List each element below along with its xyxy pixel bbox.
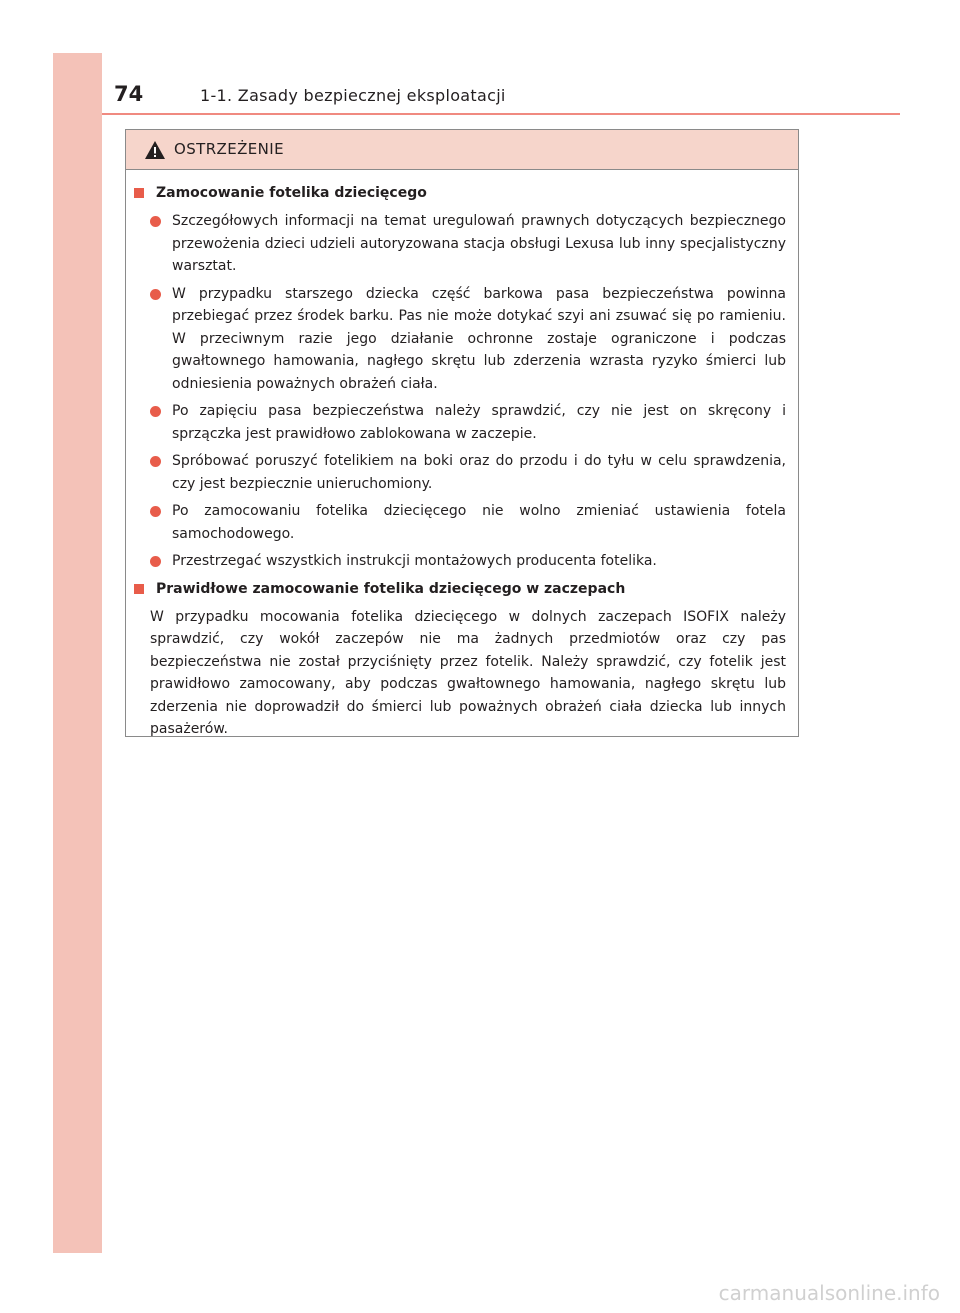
circle-bullet-icon <box>150 456 161 467</box>
page-number: 74 <box>114 82 144 106</box>
list-item-text: Przestrzegać wszystkich instrukcji montażowych producenta fotelika. <box>172 553 657 569</box>
list-item-text: Szczegółowych informacji na temat uregulowań prawnych dotyczących bezpiecznego przewożenia dzieci udzieli autoryzowana stacja obsługi Lexusa lub inny specjalistyczny warsztat. <box>172 213 786 274</box>
list-item <box>134 210 786 278</box>
circle-bullet-icon <box>150 556 161 567</box>
warning-content <box>134 182 786 741</box>
circle-bullet-icon <box>150 216 161 227</box>
subheading-text: Zamocowanie fotelika dziecięcego <box>156 185 427 201</box>
circle-bullet-icon <box>150 506 161 517</box>
circle-bullet-icon <box>150 406 161 417</box>
page-header <box>110 82 900 112</box>
warning-header <box>126 130 798 170</box>
list-item-text: Spróbować poruszyć fotelikiem na boki oraz do przodu i do tyłu w celu sprawdzenia, czy jest bezpiecznie unieruchomiony. <box>172 453 786 492</box>
section-title: 1-1. Zasady bezpiecznej eksploatacji <box>200 86 506 105</box>
circle-bullet-icon <box>150 289 161 300</box>
list-item <box>134 500 786 545</box>
warning-box <box>125 129 799 737</box>
list-item <box>134 450 786 495</box>
warning-triangle-icon <box>144 140 166 160</box>
square-bullet-icon <box>134 584 144 594</box>
list-item <box>134 400 786 445</box>
watermark: carmanualsonline.info <box>718 1281 940 1305</box>
warning-title: OSTRZEŻENIE <box>174 140 284 158</box>
subheading-child-seat <box>134 182 786 204</box>
subheading-text: Prawidłowe zamocowanie fotelika dziecięcego w zaczepach <box>156 580 626 597</box>
list-item <box>134 283 786 396</box>
square-bullet-icon <box>134 188 144 198</box>
list-item-text: Po zapięciu pasa bezpieczeństwa należy sprawdzić, czy nie jest on skręcony i sprzączka jest prawidłowo zablokowana w zaczepie. <box>172 403 786 442</box>
list-item <box>134 550 786 573</box>
isofix-paragraph: W przypadku mocowania fotelika dziecięcego w dolnych zaczepach ISOFIX należy sprawdzić, czy wokół zaczepów nie ma żadnych przedmiotów oraz czy pas bezpieczeństwa nie został przyciśnięty przez fotelik. Należy sprawdzić, czy fotelik jest prawidłowo zamocowany, aby podczas gwałtownego hamowania, nagłego skrętu lub zderzenia nie doprowadził do śmierci lub poważnych obrażeń ciała dziecka lub innych pasażerów. <box>150 608 786 737</box>
list-item-text: Po zamocowaniu fotelika dziecięcego nie wolno zmieniać ustawienia fotela samochodowego. <box>172 503 786 542</box>
side-color-band <box>53 53 102 1253</box>
subheading-isofix <box>134 578 786 600</box>
list-item-text: W przypadku starszego dziecka część barkowa pasa bezpieczeństwa powinna przebiegać przez środek barku. Pas nie może dotykać szyi ani zsuwać się po ramieniu. W przeciwnym razie jego działanie ochronne zostaje ograniczone i podczas gwałtownego hamowania, nagłego skrętu lub zderzenia wzrasta ryzyko śmierci lub odniesienia poważnych obrażeń ciała. <box>172 285 786 392</box>
header-divider <box>102 113 900 115</box>
